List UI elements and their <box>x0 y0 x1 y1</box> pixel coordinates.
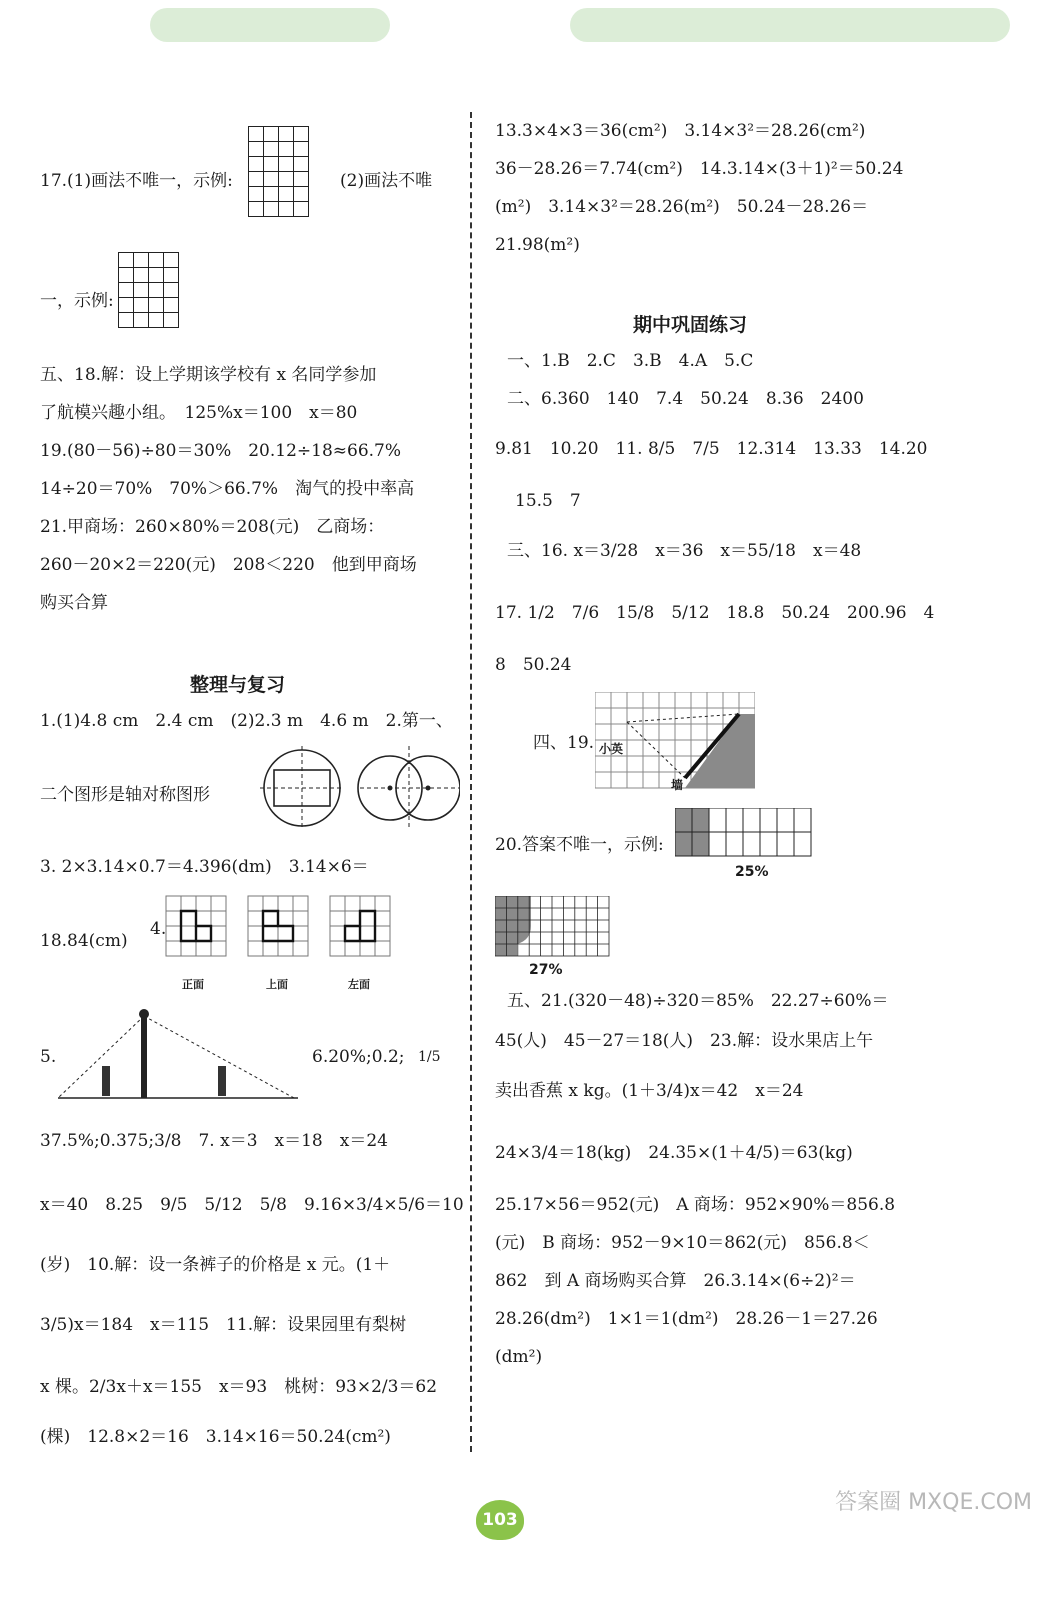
q17-grid-2 <box>118 252 179 328</box>
q18-line-b: 了航模兴趣小组。 125%x＝100 x＝80 <box>40 403 358 423</box>
review-line-1: 1.(1)4.8 cm 2.4 cm (2)2.3 m 4.6 m 2.第一、 <box>40 711 453 731</box>
page-number-badge: 103 <box>476 1500 524 1540</box>
section-heading-midterm: 期中巩固练习 <box>633 314 748 336</box>
review-line-8: x＝40 8.25 9/5 5/12 5/8 9.16×3/4×5/6＝10 <box>40 1195 464 1215</box>
header-decoration-right <box>570 8 1010 42</box>
review-line-6: 6.20%;0.2; <box>312 1047 405 1067</box>
q19-label-wall: 墙 <box>671 778 684 792</box>
review-line-11: x 棵。2/3x＋x＝155 x＝93 桃树：93×2/3＝62 <box>40 1377 438 1397</box>
review-line-10: 3/5)x＝184 x＝115 11.解：设果园里有梨树 <box>40 1315 407 1335</box>
q13-line-d: 21.98(m²) <box>495 235 580 255</box>
view-label-top: 上面 <box>266 978 288 991</box>
q21-line-a: 21.甲商场：260×80%＝208(元) 乙商场： <box>40 517 385 537</box>
q17-grid-1 <box>248 126 309 217</box>
midterm-line-1: 一、1.B 2.C 3.B 4.A 5.C <box>507 351 754 371</box>
review-line-5: 5. <box>40 1047 57 1067</box>
midterm-line-3: 9.81 10.20 11. 8/5 7/5 12.314 13.33 14.20 <box>495 439 928 459</box>
column-divider <box>470 112 472 1452</box>
midterm-line-5: 三、16. x＝3/28 x＝36 x＝55/18 x＝48 <box>507 541 862 561</box>
symmetry-figures <box>260 742 460 834</box>
watermark-logo: 答案圈 MXQE.COM <box>835 1490 1032 1515</box>
midterm-line-15: (元) B 商场：952－9×10＝862(元) 856.8＜ <box>495 1233 870 1253</box>
midterm-line-6: 17. 1/2 7/6 15/8 5/12 18.8 50.24 200.96 4 <box>495 603 935 623</box>
review-line-4a: 18.84(cm) <box>40 931 128 951</box>
q13-line-a: 13.3×4×3＝36(cm²) 3.14×3²＝28.26(cm²) <box>495 121 866 141</box>
q20-caption-25: 25% <box>735 864 769 880</box>
review-line-3: 3. 2×3.14×0.7＝4.396(dm) 3.14×6＝ <box>40 857 369 877</box>
q20-grid-27 <box>495 896 611 958</box>
review-line-12: (棵) 12.8×2＝16 3.14×16＝50.24(cm²) <box>40 1427 391 1447</box>
midterm-line-13: 24×3/4＝18(kg) 24.35×(1＋4/5)＝63(kg) <box>495 1143 853 1163</box>
q20-caption-27: 27% <box>529 962 563 978</box>
q13-line-c: (m²) 3.14×3²＝28.26(m²) 50.24－28.26＝ <box>495 197 869 217</box>
q18-line-a: 五、18.解：设上学期该学校有 x 名同学参加 <box>40 365 377 385</box>
midterm-line-12: 卖出香蕉 x kg。(1＋3/4)x＝42 x＝24 <box>495 1081 804 1101</box>
review-line-4b: 4. <box>150 919 167 939</box>
midterm-line-8: 四、19. <box>533 733 595 753</box>
q21-line-b: 260－20×2＝220(元) 208＜220 他到甲商场 <box>40 555 417 575</box>
q19-line: 19.(80－56)÷80＝30% 20.12÷18≈66.7% <box>40 441 402 461</box>
streetlight-figure <box>58 1002 298 1102</box>
q20-grid-25 <box>675 808 815 858</box>
q17-line-c: 一，示例: <box>40 291 114 311</box>
q21-line-c: 购买合算 <box>40 593 108 613</box>
midterm-line-17: 28.26(dm²) 1×1＝1(dm²) 28.26－1＝27.26 <box>495 1309 878 1329</box>
midterm-line-9: 20.答案不唯一，示例: <box>495 835 664 855</box>
section-heading-review: 整理与复习 <box>190 674 286 696</box>
review-line-9: (岁) 10.解：设一条裤子的价格是 x 元。(1＋ <box>40 1255 391 1275</box>
midterm-line-2: 二、6.360 140 7.4 50.24 8.36 2400 <box>507 389 864 409</box>
q17-line-a: 17.(1)画法不唯一，示例: <box>40 171 233 191</box>
view-grids <box>162 892 392 962</box>
q13-line-b: 36－28.26＝7.74(cm²) 14.3.14×(3＋1)²＝50.24 <box>495 159 904 179</box>
midterm-line-10: 五、21.(320－48)÷320＝85% 22.27÷60%＝ <box>507 991 889 1011</box>
review-line-6-fraction: 1/5 <box>418 1049 441 1065</box>
q17-line-b: (2)画法不唯 <box>340 171 433 191</box>
review-line-2: 二个图形是轴对称图形 <box>40 785 210 805</box>
q20-line: 14÷20＝70% 70%＞66.7% 淘气的投中率高 <box>40 479 415 499</box>
q19-label-xiaoying: 小英 <box>599 742 624 756</box>
view-label-left: 左面 <box>348 978 370 991</box>
review-line-7: 37.5%;0.375;3/8 7. x＝3 x＝18 x＝24 <box>40 1131 388 1151</box>
midterm-line-14: 25.17×56＝952(元) A 商场：952×90%＝856.8 <box>495 1195 896 1215</box>
midterm-line-4: 15.5 7 <box>515 491 581 511</box>
midterm-line-18: (dm²) <box>495 1347 543 1367</box>
header-decoration-left <box>150 8 390 42</box>
midterm-line-7: 8 50.24 <box>495 655 572 675</box>
midterm-line-16: 862 到 A 商场购买合算 26.3.14×(6÷2)²＝ <box>495 1271 856 1291</box>
view-label-front: 正面 <box>182 978 204 991</box>
midterm-line-11: 45(人) 45－27＝18(人) 23.解：设水果店上午 <box>495 1031 874 1051</box>
